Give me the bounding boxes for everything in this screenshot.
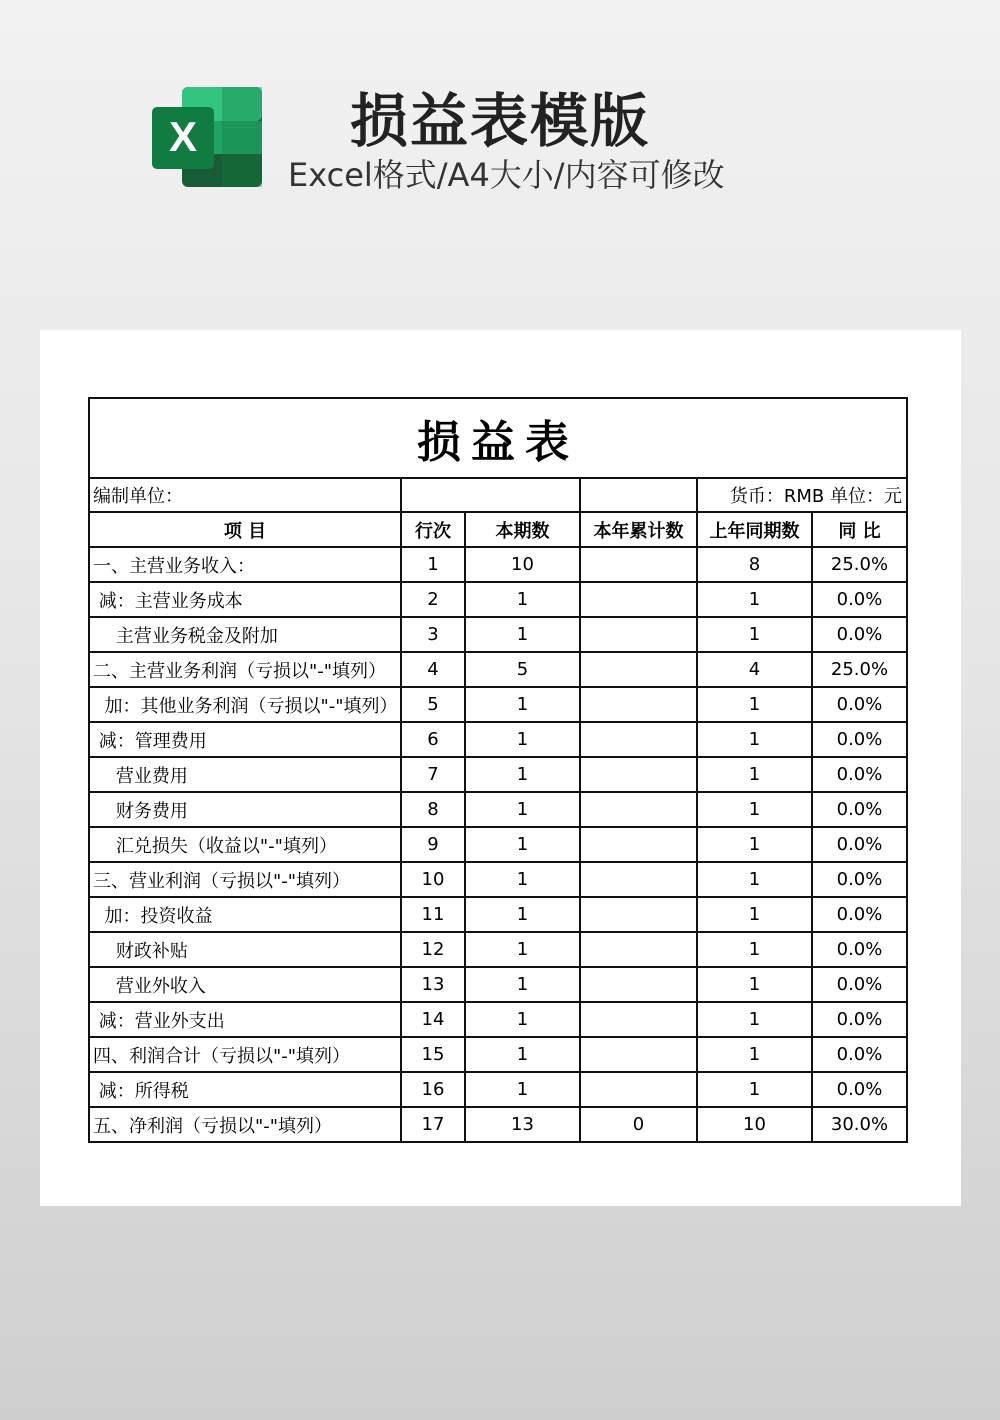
row-line[interactable]: 7 [401, 757, 465, 792]
blank-info-cell[interactable] [580, 478, 697, 512]
table-row [89, 617, 907, 652]
row-current[interactable]: 1 [465, 1037, 580, 1072]
title-row [89, 398, 907, 478]
row-current[interactable]: 1 [465, 1072, 580, 1107]
excel-logo-icon [152, 87, 264, 187]
row-prev[interactable]: 1 [697, 1037, 812, 1072]
row-current[interactable]: 1 [465, 792, 580, 827]
row-ytd[interactable] [580, 687, 697, 722]
row-item[interactable]: 二、主营业务利润（亏损以"-"填列） [89, 652, 401, 687]
row-item[interactable]: 五、净利润（亏损以"-"填列） [89, 1107, 401, 1142]
row-line[interactable]: 15 [401, 1037, 465, 1072]
row-yoy[interactable]: 0.0% [812, 862, 907, 897]
row-line[interactable]: 11 [401, 897, 465, 932]
table-row [89, 582, 907, 617]
row-yoy[interactable]: 30.0% [812, 1107, 907, 1142]
row-line[interactable]: 14 [401, 1002, 465, 1037]
row-line[interactable]: 9 [401, 827, 465, 862]
row-line[interactable]: 2 [401, 582, 465, 617]
row-ytd[interactable] [580, 757, 697, 792]
row-prev[interactable]: 10 [697, 1107, 812, 1142]
row-current[interactable]: 1 [465, 582, 580, 617]
row-ytd[interactable] [580, 792, 697, 827]
row-prev[interactable]: 1 [697, 827, 812, 862]
row-item[interactable]: 主营业务税金及附加 [89, 617, 401, 652]
row-yoy[interactable]: 0.0% [812, 1002, 907, 1037]
row-yoy[interactable]: 0.0% [812, 687, 907, 722]
sheet-title: 损益表 [89, 398, 907, 478]
row-current[interactable]: 1 [465, 932, 580, 967]
table-row [89, 687, 907, 722]
row-current[interactable]: 1 [465, 862, 580, 897]
row-yoy[interactable]: 0.0% [812, 757, 907, 792]
col-header-yoy: 同 比 [812, 512, 907, 547]
row-line[interactable]: 17 [401, 1107, 465, 1142]
table-row [89, 757, 907, 792]
row-ytd[interactable] [580, 1037, 697, 1072]
row-line[interactable]: 8 [401, 792, 465, 827]
org-value-cell[interactable] [401, 478, 580, 512]
row-line[interactable]: 3 [401, 617, 465, 652]
row-current[interactable]: 13 [465, 1107, 580, 1142]
row-yoy[interactable]: 25.0% [812, 547, 907, 582]
row-prev[interactable]: 1 [697, 1072, 812, 1107]
row-ytd[interactable] [580, 547, 697, 582]
row-prev[interactable]: 1 [697, 792, 812, 827]
row-line[interactable]: 6 [401, 722, 465, 757]
row-current[interactable]: 1 [465, 757, 580, 792]
row-current[interactable]: 1 [465, 687, 580, 722]
row-item[interactable]: 加：投资收益 [89, 897, 401, 932]
table-row [89, 1107, 907, 1142]
org-label[interactable]: 编制单位： [89, 478, 401, 512]
row-item[interactable]: 减：营业外支出 [89, 1002, 401, 1037]
table-row [89, 547, 907, 582]
table-row [89, 652, 907, 687]
table-body [89, 547, 907, 1142]
row-item[interactable]: 财务费用 [89, 792, 401, 827]
banner-title: 损益表模版 [349, 87, 650, 155]
row-prev[interactable]: 1 [697, 932, 812, 967]
row-yoy[interactable]: 0.0% [812, 792, 907, 827]
row-item[interactable]: 减：所得税 [89, 1072, 401, 1107]
row-prev[interactable]: 1 [697, 897, 812, 932]
table-row [89, 1072, 907, 1107]
table-row [89, 722, 907, 757]
table-row [89, 1037, 907, 1072]
row-line[interactable]: 10 [401, 862, 465, 897]
table-row [89, 1002, 907, 1037]
row-item[interactable]: 减：管理费用 [89, 722, 401, 757]
currency-label[interactable]: 货币：RMB 单位：元 [697, 478, 907, 512]
row-prev[interactable]: 4 [697, 652, 812, 687]
row-item[interactable]: 财政补贴 [89, 932, 401, 967]
row-ytd[interactable] [580, 652, 697, 687]
table-row [89, 862, 907, 897]
col-header-ytd: 本年累计数 [580, 512, 697, 547]
row-prev[interactable]: 1 [697, 722, 812, 757]
row-prev[interactable]: 1 [697, 687, 812, 722]
table-row [89, 932, 907, 967]
row-ytd[interactable] [580, 617, 697, 652]
row-ytd[interactable] [580, 967, 697, 1002]
col-header-item: 项 目 [89, 512, 401, 547]
row-ytd[interactable] [580, 862, 697, 897]
row-ytd[interactable] [580, 582, 697, 617]
table-row [89, 827, 907, 862]
row-line[interactable]: 5 [401, 687, 465, 722]
row-yoy[interactable]: 0.0% [812, 897, 907, 932]
row-line[interactable]: 16 [401, 1072, 465, 1107]
row-ytd[interactable] [580, 932, 697, 967]
row-yoy[interactable]: 0.0% [812, 722, 907, 757]
row-prev[interactable]: 1 [697, 757, 812, 792]
row-ytd[interactable] [580, 1072, 697, 1107]
row-ytd[interactable] [580, 1002, 697, 1037]
banner-subtitle: Excel格式/A4大小/内容可修改 [288, 156, 725, 194]
row-yoy[interactable]: 0.0% [812, 827, 907, 862]
row-item[interactable]: 三、营业利润（亏损以"-"填列） [89, 862, 401, 897]
row-line[interactable]: 1 [401, 547, 465, 582]
info-row [89, 478, 907, 512]
row-item[interactable]: 一、主营业务收入： [89, 547, 401, 582]
row-prev[interactable]: 1 [697, 1002, 812, 1037]
row-prev[interactable]: 1 [697, 617, 812, 652]
row-current[interactable]: 1 [465, 617, 580, 652]
table-row [89, 792, 907, 827]
row-item[interactable]: 营业外收入 [89, 967, 401, 1002]
col-header-line: 行次 [401, 512, 465, 547]
row-current[interactable]: 1 [465, 1002, 580, 1037]
row-current[interactable]: 1 [465, 967, 580, 1002]
row-ytd[interactable] [580, 722, 697, 757]
row-yoy[interactable]: 0.0% [812, 1072, 907, 1107]
row-prev[interactable]: 1 [697, 967, 812, 1002]
row-prev[interactable]: 1 [697, 862, 812, 897]
column-header-row [89, 512, 907, 547]
row-item[interactable]: 汇兑损失（收益以"-"填列） [89, 827, 401, 862]
row-ytd[interactable]: 0 [580, 1107, 697, 1142]
row-line[interactable]: 12 [401, 932, 465, 967]
row-yoy[interactable]: 0.0% [812, 1037, 907, 1072]
row-line[interactable]: 4 [401, 652, 465, 687]
row-current[interactable]: 1 [465, 897, 580, 932]
row-current[interactable]: 1 [465, 722, 580, 757]
row-item[interactable]: 减：主营业务成本 [89, 582, 401, 617]
row-prev[interactable]: 1 [697, 582, 812, 617]
row-prev[interactable]: 8 [697, 547, 812, 582]
table-row [89, 897, 907, 932]
row-line[interactable]: 13 [401, 967, 465, 1002]
table-row [89, 967, 907, 1002]
row-current[interactable]: 1 [465, 827, 580, 862]
row-ytd[interactable] [580, 827, 697, 862]
col-header-current: 本期数 [465, 512, 580, 547]
excel-logo-letter: X [168, 113, 198, 160]
row-yoy[interactable]: 0.0% [812, 582, 907, 617]
row-item[interactable]: 加：其他业务利润（亏损以"-"填列） [89, 687, 401, 722]
row-item[interactable]: 四、利润合计（亏损以"-"填列） [89, 1037, 401, 1072]
spreadsheet-page [40, 330, 961, 1206]
income-statement-table [88, 397, 908, 1143]
row-yoy[interactable]: 0.0% [812, 932, 907, 967]
row-current[interactable]: 10 [465, 547, 580, 582]
banner [0, 0, 1000, 320]
row-ytd[interactable] [580, 897, 697, 932]
col-header-prev: 上年同期数 [697, 512, 812, 547]
row-yoy[interactable]: 25.0% [812, 652, 907, 687]
row-yoy[interactable]: 0.0% [812, 617, 907, 652]
row-yoy[interactable]: 0.0% [812, 967, 907, 1002]
row-current[interactable]: 5 [465, 652, 580, 687]
row-item[interactable]: 营业费用 [89, 757, 401, 792]
